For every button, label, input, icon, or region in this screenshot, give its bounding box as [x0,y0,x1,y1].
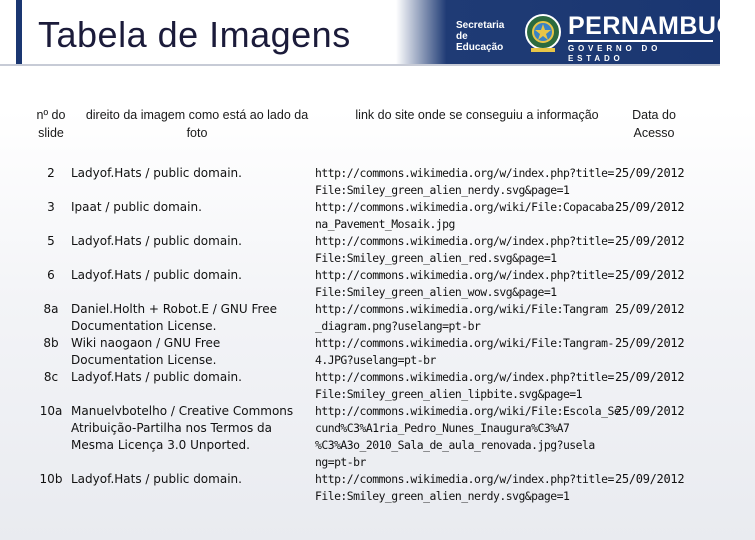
row-date: 25/09/2012 [615,472,685,486]
table-row [31,233,693,267]
row-link-line: _diagram.png?uselang=pt-br [315,319,481,333]
row-slide: 10a [39,404,63,418]
secretaria-label [456,20,518,53]
header-accent-bar [16,0,22,64]
row-link [315,199,614,233]
row-link-line: File:Smiley_green_alien_wow.svg&page=1 [315,285,557,299]
row-rights: Ladyof.Hats / public domain. [71,268,242,282]
row-rights: Ladyof.Hats / public domain. [71,166,242,180]
slide-title: Tabela de Imagens [38,14,351,55]
header-link: link do site onde se conseguiu a informação [355,108,599,122]
row-slide: 8c [43,370,59,384]
table-row [31,369,693,403]
brand-name: PERNAMBUCO [568,12,755,40]
row-slide: 8b [43,336,59,350]
row-link-line: http://commons.wikimedia.org/w/index.php?title= [315,370,614,384]
table-row [31,267,693,301]
row-link-line: 4.JPG?uselang=pt-br [315,353,436,367]
row-slide: 3 [47,200,55,214]
row-link [315,335,614,369]
row-date: 25/09/2012 [615,370,685,384]
row-link-line: http://commons.wikimedia.org/wiki/File:Tangram- [315,336,614,350]
state-seal-icon [523,12,563,54]
row-link [315,471,614,505]
row-link-line: na_Pavement_Mosaik.jpg [315,217,455,231]
row-slide: 5 [47,234,55,248]
row-date: 25/09/2012 [615,336,685,350]
row-link [315,369,614,403]
brand-subtitle: GOVERNO DO ESTADO [568,40,713,64]
table-row [31,199,693,233]
row-link-line: http://commons.wikimedia.org/w/index.php?title= [315,234,614,248]
row-date: 25/09/2012 [615,234,685,248]
image-table [31,106,693,503]
secretaria-line2: Educação [456,42,504,53]
row-rights: Ladyof.Hats / public domain. [71,472,242,486]
row-link-line: ng=pt-br [315,455,366,469]
row-link [315,403,621,471]
row-link-line: %C3%A3o_2010_Sala_de_aula_renovada.jpg?usela [315,438,595,452]
table-row [31,165,693,199]
row-date: 25/09/2012 [615,404,685,418]
row-link-line: http://commons.wikimedia.org/wiki/File:Tangram [315,302,608,316]
row-link [315,267,614,301]
row-rights: Wiki naogaon / GNU Free Documentation License. [71,336,221,367]
table-header-row [31,106,693,152]
row-date: 25/09/2012 [615,268,685,282]
row-rights: Ipaat / public domain. [71,200,202,214]
row-rights: Ladyof.Hats / public domain. [71,370,242,384]
row-slide: 2 [47,166,55,180]
row-link-line: File:Smiley_green_alien_lipbite.svg&page=1 [315,387,583,401]
row-link-line: cund%C3%A1ria_Pedro_Nunes_Inaugura%C3%A7 [315,421,570,435]
secretaria-line1: Secretaria de [456,20,505,42]
row-slide: 6 [47,268,55,282]
row-link-line: File:Smiley_green_alien_nerdy.svg&page=1 [315,489,570,503]
row-link [315,233,614,267]
table-row [31,471,693,505]
row-slide: 10b [39,472,63,486]
header-banner [0,0,755,64]
row-link-line: http://commons.wikimedia.org/wiki/File:Escola_Se [315,404,621,418]
row-slide: 8a [43,302,59,316]
row-rights: Manuelvbotelho / Creative Commons Atribuição-Partilha nos Termos da Mesma Licença 3.0 Unported. [71,404,294,452]
row-link-line: File:Smiley_green_alien_red.svg&page=1 [315,251,557,265]
row-rights: Ladyof.Hats / public domain. [71,234,242,248]
header-slide: nº do slide [36,108,66,140]
table-row [31,403,693,471]
brand-logo [568,12,755,64]
row-rights: Daniel.Holth + Robot.E / GNU Free Documentation License. [71,302,277,333]
header-divider [0,64,720,72]
row-link-line: http://commons.wikimedia.org/wiki/File:Copacaba [315,200,614,214]
row-link-line: http://commons.wikimedia.org/w/index.php?title= [315,166,614,180]
row-date: 25/09/2012 [615,302,685,316]
header-date: Data do Acesso [632,108,676,140]
row-date: 25/09/2012 [615,166,685,180]
table-row [31,335,693,369]
row-link-line: http://commons.wikimedia.org/w/index.php?title= [315,268,614,282]
row-link-line: http://commons.wikimedia.org/w/index.php?title= [315,472,614,486]
row-link [315,301,611,335]
row-link [315,165,614,199]
row-link-line: File:Smiley_green_alien_nerdy.svg&page=1 [315,183,570,197]
header-rights: direito da imagem como está ao lado da foto [85,108,309,140]
row-date: 25/09/2012 [615,200,685,214]
table-row [31,301,693,335]
